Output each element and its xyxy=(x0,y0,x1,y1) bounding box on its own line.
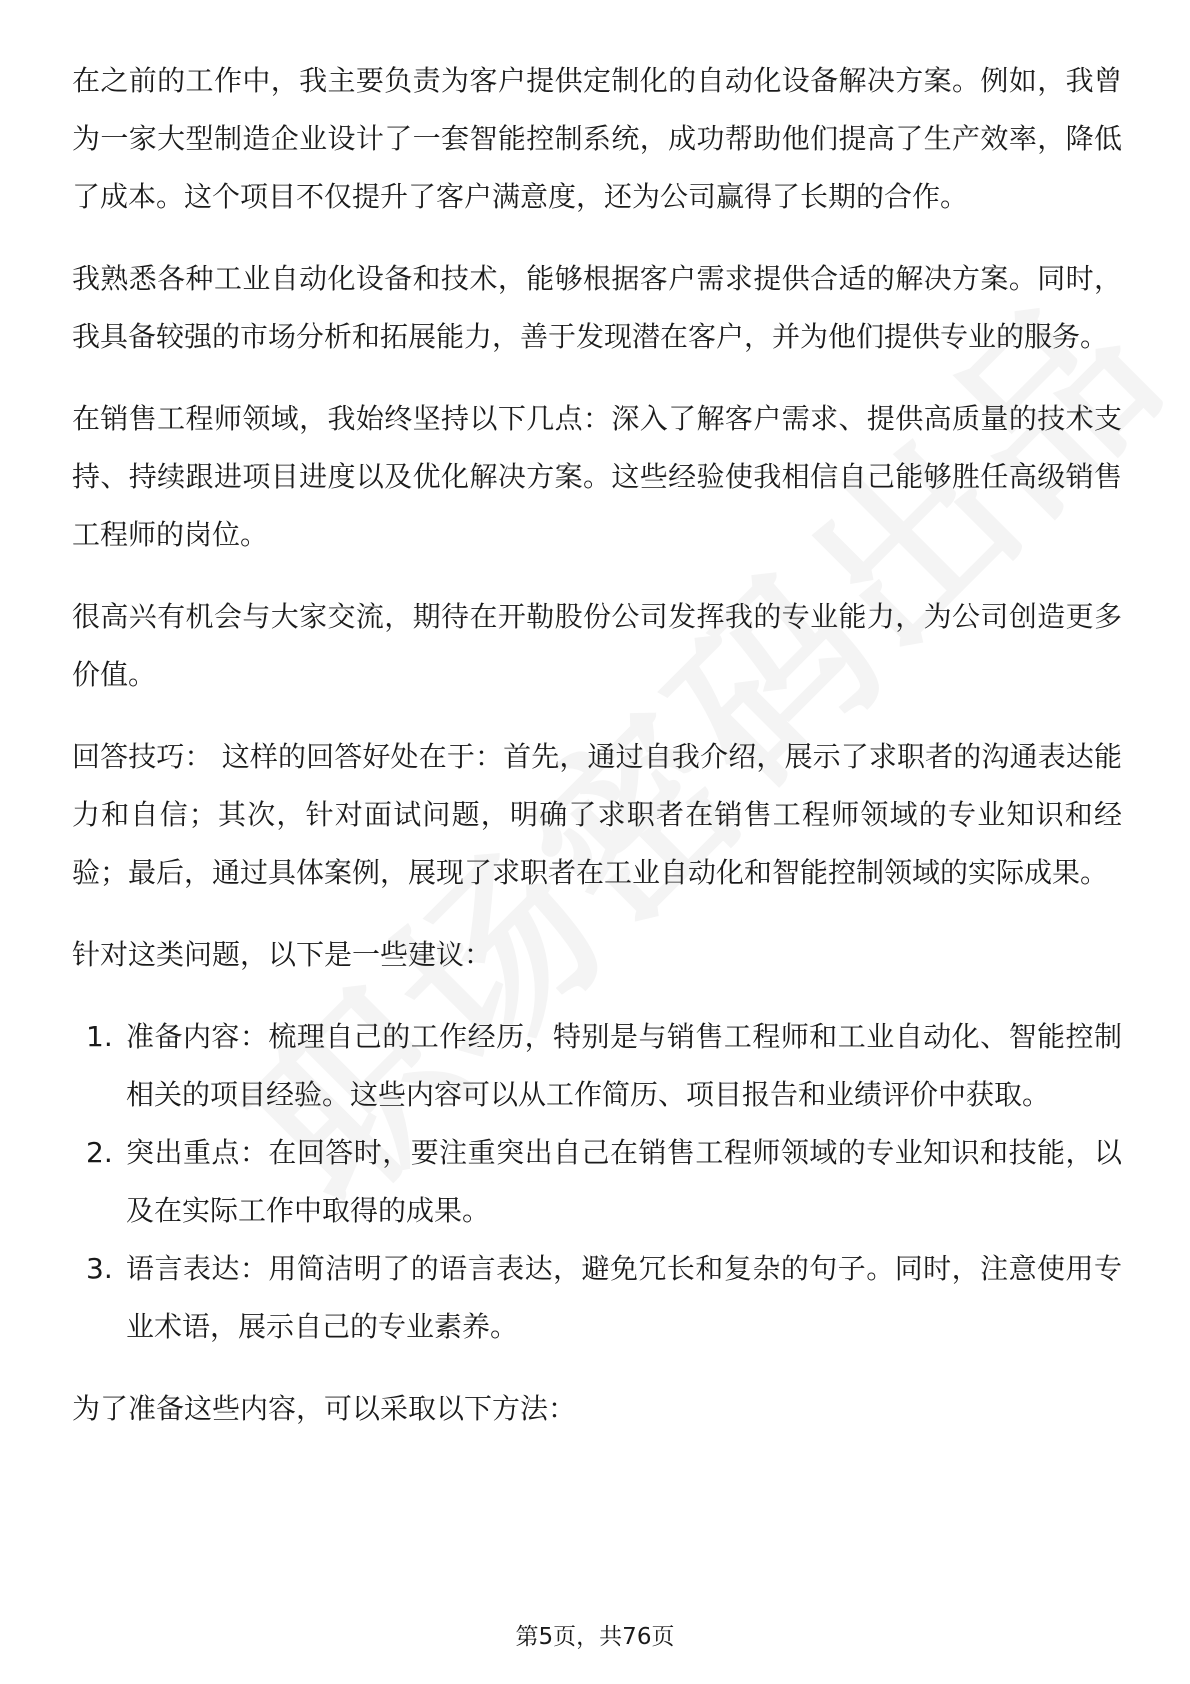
list-item-number: 3. xyxy=(86,1252,113,1285)
list-item-number: 1. xyxy=(86,1020,113,1053)
list-item-text: 语言表达：用简洁明了的语言表达，避免冗长和复杂的句子。同时，注意使用专业术语，展示自己的专业素养。 xyxy=(126,1252,1122,1343)
paragraph-suggestions-intro: 针对这类问题，以下是一些建议： xyxy=(72,938,493,971)
paragraph-experience: 在之前的工作中，我主要负责为客户提供定制化的自动化设备解决方案。例如，我曾为一家大型制造企业设计了一套智能控制系统，成功帮助他们提高了生产效率，降低了成本。这个项目不仅提升了客户满意度，还为公司赢得了长期的合作。 xyxy=(72,64,1122,213)
page-footer: 第5页，共76页 xyxy=(515,1624,675,1650)
suggestions-list xyxy=(72,1008,1122,1356)
paragraph-skills: 我熟悉各种工业自动化设备和技术，能够根据客户需求提供合适的解决方案。同时，我具备较强的市场分析和拓展能力，善于发现潜在客户，并为他们提供专业的服务。 xyxy=(72,262,1122,353)
paragraph-methods-intro: 为了准备这些内容，可以采取以下方法： xyxy=(72,1392,577,1425)
paragraph-principles: 在销售工程师领域，我始终坚持以下几点：深入了解客户需求、提供高质量的技术支持、持续跟进项目进度以及优化解决方案。这些经验使我相信自己能够胜任高级销售工程师的岗位。 xyxy=(72,402,1122,551)
paragraph-answer-tips: 回答技巧： 这样的回答好处在于：首先，通过自我介绍，展示了求职者的沟通表达能力和自信；其次，针对面试问题，明确了求职者在销售工程师领域的专业知识和经验；最后，通过具体案例，展现了求职者在工业自动化和智能控制领域的实际成果。 xyxy=(72,740,1122,889)
list-item xyxy=(72,1240,1122,1356)
paragraph-closing-statement: 很高兴有机会与大家交流，期待在开勒股份公司发挥我的专业能力，为公司创造更多价值。 xyxy=(72,600,1122,691)
list-item-text: 准备内容：梳理自己的工作经历，特别是与销售工程师和工业自动化、智能控制相关的项目经验。这些内容可以从工作简历、项目报告和业绩评价中获取。 xyxy=(126,1020,1122,1111)
list-item xyxy=(72,1008,1122,1124)
list-item-text: 突出重点：在回答时，要注重突出自己在销售工程师领域的专业知识和技能，以及在实际工作中取得的成果。 xyxy=(126,1136,1122,1227)
list-item-number: 2. xyxy=(86,1136,113,1169)
document-body xyxy=(72,52,1122,1462)
list-item xyxy=(72,1124,1122,1240)
